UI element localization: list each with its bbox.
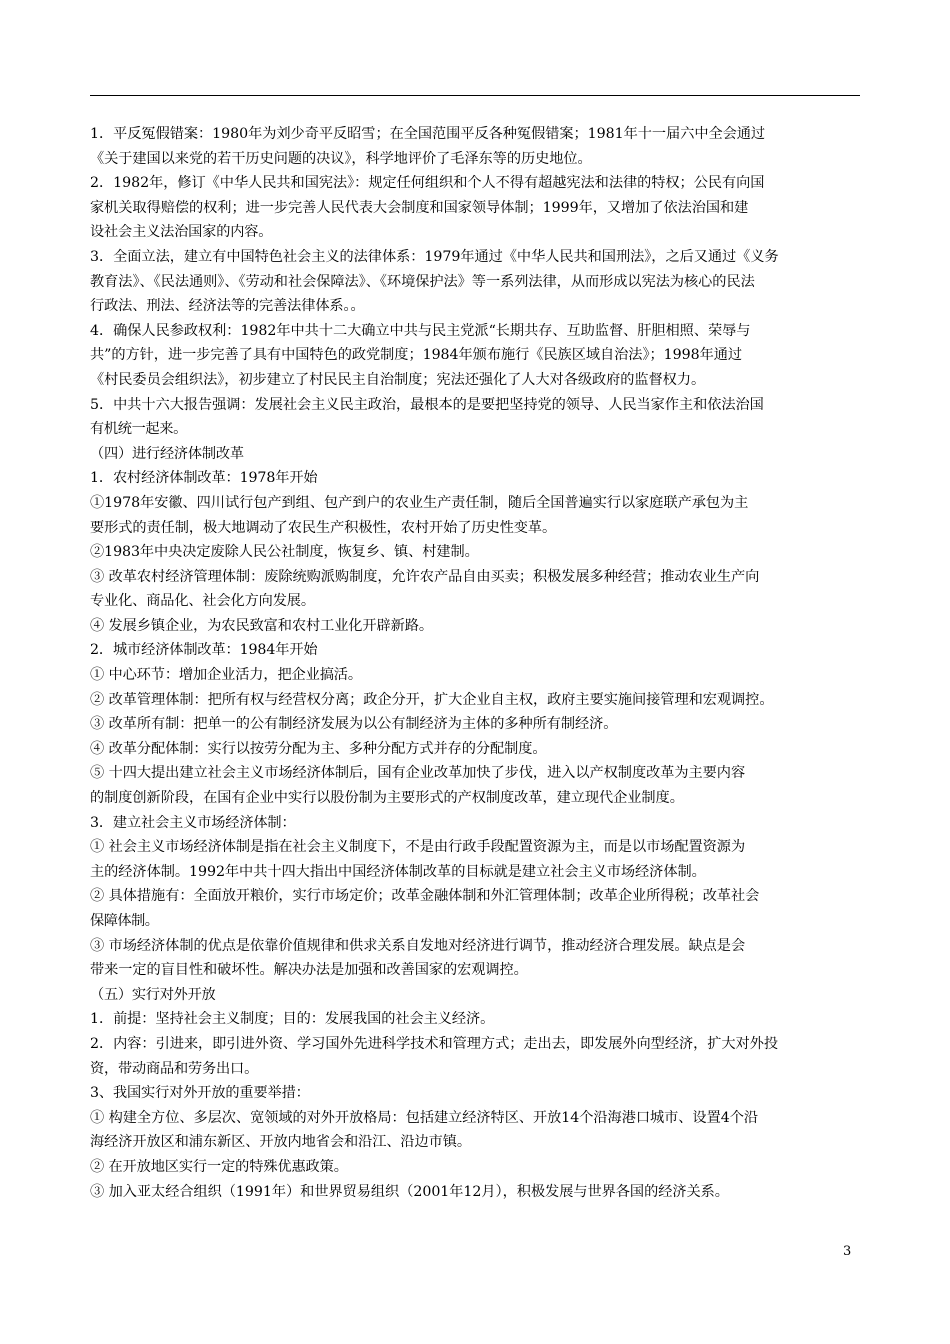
text-line: ③ 改革所有制：把单一的公有制经济发展为以公有制经济为主体的多种所有制经济。: [90, 716, 618, 733]
text-line: ① 中心环节：增加企业活力，把企业搞活。: [90, 667, 362, 684]
text-line: ② 具体措施有：全面放开粮价，实行市场定价；改革金融体制和外汇管理体制；改革企业所得税；改革社会: [90, 888, 760, 905]
text-line: 家机关取得赔偿的权利；进一步完善人民代表大会制度和国家领导体制；1999年，又增加了依法治国和建: [90, 199, 749, 216]
text-line: 专业化、商品化、社会化方向发展。: [90, 593, 315, 610]
text-line: 3、我国实行对外开放的重要举措：: [90, 1085, 310, 1102]
text-line: 2．内容：引进来，即引进外资、学习国外先进科学技术和管理方式；走出去，即发展外向型经济，扩大对外投: [90, 1035, 778, 1052]
text-line: （五）实行对外开放: [90, 986, 216, 1003]
text-line: ⑤ 十四大提出建立社会主义市场经济体制后，国有企业改革加快了步伐，进入以产权制度改革为主要内容: [90, 765, 746, 782]
text-line: 3．建立社会主义市场经济体制：: [90, 814, 296, 831]
text-line: 5．中共十六大报告强调：发展社会主义民主政治，最根本的是要把坚持党的领导、人民当家作主和依法治国: [90, 396, 764, 413]
text-line: ④ 发展乡镇企业，为农民致富和农村工业化开辟新路。: [90, 617, 433, 634]
text-line: 2．城市经济体制改革：1984年开始: [90, 642, 318, 659]
text-line: 2．1982年，修订《中华人民共和国宪法》：规定任何组织和个人不得有超越宪法和法律的特权；公民有向国: [90, 175, 765, 192]
page-number: 3: [843, 1244, 852, 1259]
text-line: 3．全面立法，建立有中国特色社会主义的法律体系：1979年通过《中华人民共和国刑法》，之后又通过《义务: [90, 248, 779, 265]
text-line: 资，带动商品和劳务出口。: [90, 1060, 259, 1077]
text-line: ②1983年中央决定废除人民公社制度，恢复乡、镇、村建制。: [90, 544, 479, 561]
text-line: 行政法、刑法、经济法等的完善法律体系。。: [90, 298, 365, 315]
text-line: 1．农村经济体制改革：1978年开始: [90, 470, 318, 487]
text-line: ② 改革管理体制：把所有权与经营权分离；政企分开，扩大企业自主权，政府主要实施间接管理和宏观调控。: [90, 691, 774, 708]
text-line: 《关于建国以来党的若干历史问题的决议》，科学地评价了毛泽东等的历史地位。: [90, 150, 592, 167]
text-line: 共”的方针，进一步完善了具有中国特色的政党制度；1984年颁布施行《民族区域自治法》；1998年通过: [90, 347, 743, 364]
header-rule: [90, 95, 860, 96]
text-line: ③ 改革农村经济管理体制：废除统购派购制度，允许农产品自由买卖；积极发展多种经营；推动农业生产向: [90, 568, 760, 585]
text-line: 1．平反冤假错案：1980年为刘少奇平反昭雪；在全国范围平反各种冤假错案；1981年十一届六中全会通过: [90, 126, 766, 142]
text-line: 的制度创新阶段，在国有企业中实行以股份制为主要形式的产权制度改革，建立现代企业制度。: [90, 790, 684, 807]
text-line: （四）进行经济体制改革: [90, 445, 244, 462]
text-line: ①1978年安徽、四川试行包产到组、包产到户的农业生产责任制，随后全国普遍实行以家庭联产承包为主: [90, 494, 749, 511]
text-line: 主的经济体制。1992年中共十四大指出中国经济体制改革的目标就是建立社会主义市场经济体制。: [90, 863, 706, 880]
text-line: ④ 改革分配体制：实行以按劳分配为主、多种分配方式并存的分配制度。: [90, 740, 547, 757]
text-line: 《村民委员会组织法》，初步建立了村民民主自治制度；宪法还强化了人大对各级政府的监督权力。: [90, 371, 706, 388]
text-line: ① 社会主义市场经济体制是指在社会主义制度下，不是由行政手段配置资源为主，而是以市场配置资源为: [90, 839, 746, 856]
text-line: 有机统一起来。: [90, 421, 187, 438]
text-line: ① 构建全方位、多层次、宽领域的对外开放格局：包括建立经济特区、开放14个沿海港口城市、设置4个沿: [90, 1109, 758, 1126]
text-line: ③ 加入亚太经合组织（1991年）和世界贸易组织（2001年12月），积极发展与世界各国的经济关系。: [90, 1183, 729, 1200]
document-body: [90, 122, 862, 1204]
text-line: 带来一定的盲目性和破坏性。解决办法是加强和改善国家的宏观调控。: [90, 962, 528, 979]
text-line: 4．确保人民参政权利：1982年中共十二大确立中共与民主党派“长期共存、互助监督、肝胆相照、荣辱与: [90, 322, 751, 339]
text-line: 要形式的责任制，极大地调动了农民生产积极性，农村开始了历史性变革。: [90, 519, 557, 536]
text-line: 教育法》、《民法通则》、《劳动和社会保障法》、《环境保护法》等一系列法律，从而形成以宪法为核心的民法: [90, 273, 755, 290]
text-line: ③ 市场经济体制的优点是依靠价值规律和供求关系自发地对经济进行调节，推动经济合理发展。缺点是会: [90, 937, 746, 954]
text-line: 保障体制。: [90, 913, 159, 929]
text-line: 设社会主义法治国家的内容。: [90, 224, 273, 241]
text-line: ② 在开放地区实行一定的特殊优惠政策。: [90, 1158, 348, 1175]
text-line: 1．前提：坚持社会主义制度；目的：发展我国的社会主义经济。: [90, 1011, 495, 1028]
text-line: 海经济开放区和浦东新区、开放内地省会和沿江、沿边市镇。: [90, 1134, 471, 1151]
